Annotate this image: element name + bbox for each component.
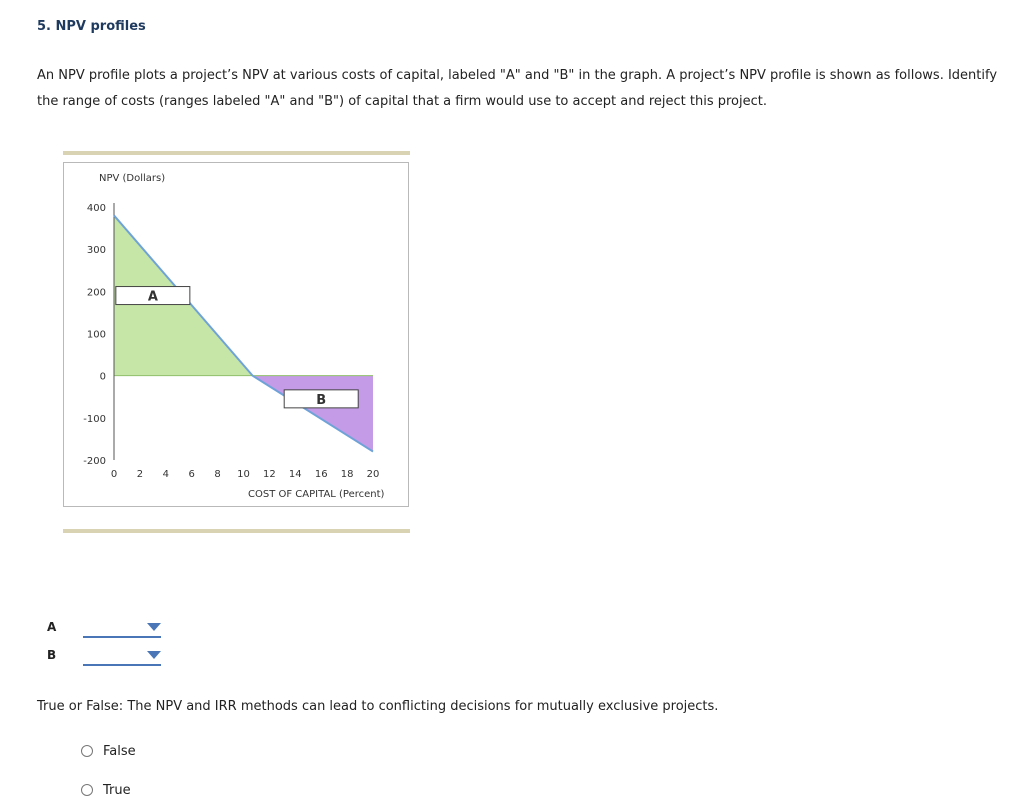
true-false-question: True or False: The NPV and IRR methods can lead to conflicting decisions for mutually exclusive projects. [37, 699, 719, 714]
x-tick-label: 20 [366, 469, 380, 480]
radio-button-false[interactable] [81, 745, 93, 757]
y-tick-label: 100 [86, 329, 106, 341]
figure-bottom-rule [63, 529, 410, 533]
dropdown-arrow-icon [147, 623, 161, 631]
figure-top-rule [63, 151, 410, 155]
x-tick-label: 8 [214, 469, 221, 480]
y-tick-label: 0 [99, 371, 106, 383]
x-tick-label: 0 [110, 469, 118, 480]
radio-label-true: True [103, 783, 131, 798]
x-tick-label: 16 [314, 469, 328, 480]
region-label-b [284, 390, 358, 408]
answer-a-dropdown[interactable] [83, 620, 161, 638]
y-tick-label: -100 [83, 413, 106, 425]
x-tick-label: 4 [162, 469, 169, 480]
radio-button-true[interactable] [81, 784, 93, 796]
region-label-a [116, 287, 190, 305]
x-tick-label: 2 [136, 469, 144, 480]
x-tick-label: 18 [340, 469, 354, 480]
dropdown-arrow-icon [147, 651, 161, 659]
y-tick-label: -200 [83, 456, 106, 467]
answer-b-dropdown[interactable] [83, 648, 161, 666]
y-tick-label: 400 [86, 203, 106, 214]
y-axis-label: NPV (Dollars) [99, 173, 166, 184]
region-label-text: A [147, 289, 158, 305]
answer-letter-b: B [47, 648, 57, 662]
y-tick-label: 200 [86, 287, 106, 299]
region-label-text: B [316, 392, 327, 408]
question-title: 5. NPV profiles [37, 19, 146, 34]
x-tick-label: 10 [237, 469, 250, 480]
y-tick-label: 300 [86, 245, 106, 257]
x-tick-label: 14 [288, 469, 302, 480]
x-tick-label: 6 [188, 469, 195, 480]
answer-letter-a: A [47, 620, 57, 634]
x-axis-label: COST OF CAPITAL (Percent) [248, 489, 385, 500]
radio-label-false: False [103, 744, 136, 759]
question-intro: An NPV profile plots a project’s NPV at various costs of capital, labeled "A" and "B" in the graph. A project’s NPV profile is shown as follows. Identify the range of costs (ranges labeled "A" and "B") of capital that a firm would use to accept and reject this project. [37, 68, 998, 109]
x-tick-label: 12 [263, 469, 276, 480]
npv-profile-chart [63, 162, 409, 507]
